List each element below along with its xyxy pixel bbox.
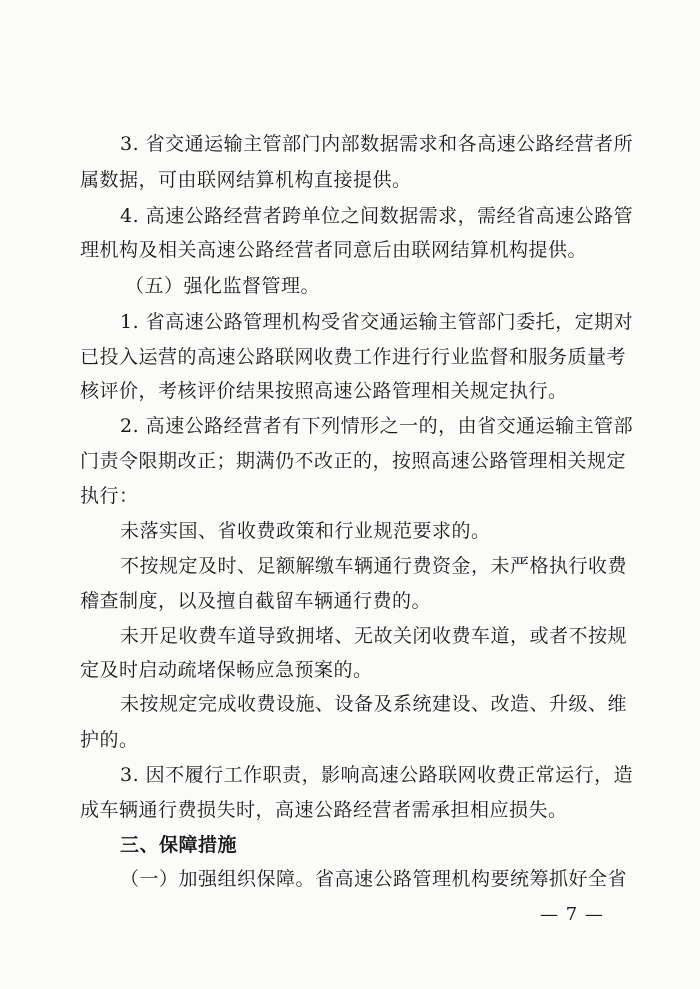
text-line: 未按规定完成收费设施、设备及系统建设、改造、升级、维 <box>120 693 628 715</box>
text-line: 护的。 <box>80 729 139 751</box>
text-line: 3. 因不履行工作职责，影响高速公路联网收费正常运行，造 <box>120 764 634 786</box>
text-line: 未开足收费车道导致拥堵、无故关闭收费车道，或者不按规 <box>120 625 628 647</box>
page-number: — 7 — <box>540 904 604 925</box>
text-line: 核评价，考核评价结果按照高速公路管理相关规定执行。 <box>80 380 568 402</box>
text-line: 成车辆通行费损失时，高速公路经营者需承担相应损失。 <box>80 799 568 821</box>
section-heading: （五）强化监督管理。 <box>125 275 321 297</box>
text-line: 1. 省高速公路管理机构受省交通运输主管部门委托，定期对 <box>120 311 634 333</box>
text-line: 理机构及相关高速公路经营者同意后由联网结算机构提供。 <box>80 239 588 261</box>
text-line: 稽查制度，以及擅自截留车辆通行费的。 <box>80 590 432 612</box>
text-line: 3. 省交通运输主管部门内部数据需求和各高速公路经营者所 <box>120 133 634 155</box>
text-line: 门责令限期改正；期满仍不改正的，按照高速公路管理相关规定 <box>80 450 627 472</box>
text-line: 已投入运营的高速公路联网收费工作进行行业监督和服务质量考 <box>80 346 627 368</box>
text-line: 不按规定及时、足额解缴车辆通行费资金，未严格执行收费 <box>120 555 628 577</box>
text-line: 执行： <box>80 485 139 507</box>
text-line: 属数据，可由联网结算机构直接提供。 <box>80 169 412 191</box>
text-line: 未落实国、省收费政策和行业规范要求的。 <box>120 520 491 542</box>
text-line: （一）加强组织保障。省高速公路管理机构要统筹抓好全省 <box>120 868 628 890</box>
text-line: 4. 高速公路经营者跨单位之间数据需求，需经省高速公路管 <box>120 205 634 227</box>
text-line: 2. 高速公路经营者有下列情形之一的，由省交通运输主管部 <box>120 415 634 437</box>
chapter-heading: 三、保障措施 <box>120 834 238 856</box>
text-line: 定及时启动疏堵保畅应急预案的。 <box>80 659 373 681</box>
